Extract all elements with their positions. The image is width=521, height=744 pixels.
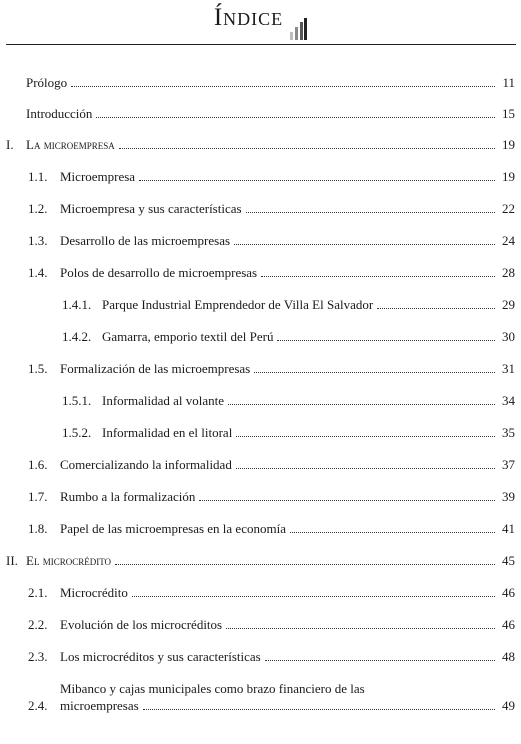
toc-entry-number: 1.5.1.: [62, 393, 92, 408]
toc-entry-title: Introducción: [26, 106, 93, 121]
toc-entry-number: 1.6.: [28, 457, 48, 472]
toc-entry-title-continued: microempresas: [60, 698, 139, 713]
toc-entry-title: Informalidad en el litoral: [102, 425, 233, 440]
toc-entry-number: 1.2.: [28, 201, 48, 216]
toc-entry[interactable]: [0, 105, 521, 122]
toc-entry[interactable]: [0, 360, 521, 377]
toc-entry-title: La microempresa: [26, 137, 115, 152]
dot-leader: [115, 564, 495, 565]
dot-leader: [265, 660, 495, 661]
toc-entry-page: 28: [502, 265, 515, 280]
page-title-wrap: [0, 4, 521, 32]
toc-entry-title: El microcrédito: [26, 553, 112, 568]
toc-entry[interactable]: [0, 584, 521, 601]
toc-entry[interactable]: [0, 488, 521, 505]
dot-leader: [234, 244, 495, 245]
toc-entry-page: 34: [502, 393, 515, 408]
toc-entry[interactable]: [0, 264, 521, 281]
dot-leader: [96, 117, 495, 118]
toc-entry-number: 2.3.: [28, 649, 48, 664]
toc-entry-title: Los microcréditos y sus características: [60, 649, 261, 664]
toc-entry-page: 19: [502, 137, 515, 152]
toc-entry[interactable]: [0, 232, 521, 249]
toc-entry-page: 45: [502, 553, 515, 568]
toc-entry-number: 1.1.: [28, 169, 48, 184]
toc-entry-title: Comercializando la informalidad: [60, 457, 232, 472]
toc-entry-number: II.: [6, 553, 18, 568]
toc-entry-title: Gamarra, emporio textil del Perú: [102, 329, 274, 344]
bar-chart-icon: [289, 18, 307, 40]
toc-entry-number: 2.4.: [28, 698, 48, 713]
toc-entry[interactable]: [0, 136, 521, 153]
dot-leader: [290, 532, 495, 533]
toc-entry[interactable]: [0, 520, 521, 537]
toc-entry-number: 1.7.: [28, 489, 48, 504]
dot-leader: [228, 404, 495, 405]
dot-leader: [199, 500, 495, 501]
toc-entry-title: Microempresa y sus características: [60, 201, 242, 216]
toc-entry-number: 1.5.2.: [62, 425, 92, 440]
dot-leader: [261, 276, 495, 277]
toc-entry[interactable]: [0, 648, 521, 665]
toc-entry[interactable]: [0, 456, 521, 473]
toc-entry-title: Prólogo: [26, 75, 68, 90]
toc-entry-number: 1.3.: [28, 233, 48, 248]
toc-entry-page: 31: [502, 361, 515, 376]
dot-leader: [143, 709, 495, 710]
toc-entry-title: Microcrédito: [60, 585, 128, 600]
toc-entry-number: 2.2.: [28, 617, 48, 632]
dot-leader: [119, 148, 495, 149]
toc-entry-title: Evolución de los microcréditos: [60, 617, 223, 632]
toc-entry-page: 22: [502, 201, 515, 216]
toc-entry-page: 39: [502, 489, 515, 504]
toc-entry[interactable]: [0, 200, 521, 217]
toc-entry-page: 46: [502, 617, 515, 632]
toc-entry[interactable]: [0, 616, 521, 633]
toc-entry-title: Mibanco y cajas municipales como brazo financiero de las: [60, 681, 365, 696]
toc-entry[interactable]: [0, 680, 521, 714]
toc-entry-page: 46: [502, 585, 515, 600]
dot-leader: [236, 468, 495, 469]
toc-entry[interactable]: [0, 296, 521, 313]
page-title-inner: [214, 4, 307, 32]
toc-entry-title: Formalización de las microempresas: [60, 361, 251, 376]
toc-entry-page: 29: [502, 297, 515, 312]
toc-entry-page: 49: [502, 698, 515, 713]
toc-entry-text-wrap: [60, 680, 499, 714]
dot-leader: [139, 180, 495, 181]
toc-entry-number: 1.4.2.: [62, 329, 92, 344]
toc-entry-number: 1.4.: [28, 265, 48, 280]
toc-entry-title: Parque Industrial Emprendedor de Villa El Salvador: [102, 297, 374, 312]
dot-leader: [277, 340, 495, 341]
dot-leader: [254, 372, 495, 373]
toc-entry-page: 41: [502, 521, 515, 536]
toc-entry-number: 1.4.1.: [62, 297, 92, 312]
toc-entry-number: 1.5.: [28, 361, 48, 376]
dot-leader: [236, 436, 495, 437]
toc-entry-line2: [60, 697, 499, 714]
page-header: [0, 0, 521, 48]
toc-entry-page: 19: [502, 169, 515, 184]
toc-entry[interactable]: [0, 168, 521, 185]
toc-entry-number: 2.1.: [28, 585, 48, 600]
toc-entry-title: Desarrollo de las microempresas: [60, 233, 231, 248]
dot-leader: [71, 86, 495, 87]
toc-entry-number: I.: [6, 137, 14, 152]
dot-leader: [246, 212, 495, 213]
toc-entry-page: 35: [502, 425, 515, 440]
toc-entry[interactable]: [0, 392, 521, 409]
page-title: Índice: [213, 4, 284, 31]
toc-entry-title: Rumbo a la formalización: [60, 489, 196, 504]
toc-entry-page: 24: [502, 233, 515, 248]
toc-entry-title: Informalidad al volante: [102, 393, 225, 408]
dot-leader: [132, 596, 495, 597]
toc-entry[interactable]: [0, 74, 521, 91]
toc-entry-page: 15: [502, 106, 515, 121]
toc-entry-page: 11: [502, 75, 515, 90]
toc-entry[interactable]: [0, 328, 521, 345]
toc-entry[interactable]: [0, 552, 521, 569]
toc-entry-number: 1.8.: [28, 521, 48, 536]
toc-entry-title: Microempresa: [60, 169, 136, 184]
toc-entry-page: 30: [502, 329, 515, 344]
dot-leader: [226, 628, 495, 629]
title-rule: [6, 44, 516, 45]
toc-entry[interactable]: [0, 424, 521, 441]
toc-entry-title: Polos de desarrollo de microempresas: [60, 265, 258, 280]
toc-entry-page: 37: [502, 457, 515, 472]
toc-entry-title: Papel de las microempresas en la economía: [60, 521, 286, 536]
dot-leader: [377, 308, 495, 309]
toc-entry-page: 48: [502, 649, 515, 664]
